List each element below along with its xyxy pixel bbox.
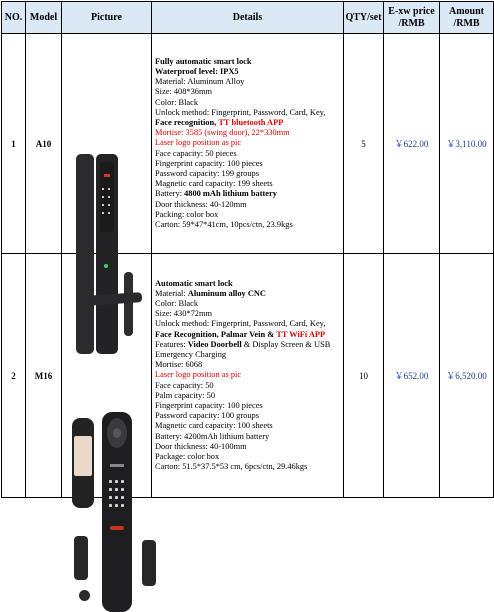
table-row — [2, 34, 494, 254]
product-details: Automatic smart lock Material: Aluminum alloy CNC Color: Black Size: 430*72mm Unlock method: Fingerprint, Password, Card, Key, Face Recognition, Palmar Vein & TT WiFi APP Features: Video Doorbell & Display Screen & USB Emergency Charging Mortise: 6068 Laser logo position as pic Face capacity: 50 Palm capacity: 50 Fingerprint capacity: 100 pieces Password capacity: 100 groups Magnetic card capacity: 100 sheets Battery: 4200mAh lithium battery Door thickness: 40-100mm Package: color box Carton: 51.5*37.5*53 cm, 6pcs/ctn, 29.46kgs — [152, 254, 344, 498]
product-picture — [62, 34, 152, 254]
row-model: M16 — [26, 254, 62, 498]
row-qty: 5 — [344, 34, 384, 254]
row-no: 1 — [2, 34, 26, 254]
header-price: E-xw price /RMB — [384, 2, 440, 34]
header-picture: Picture — [62, 2, 152, 34]
quotation-table — [1, 1, 494, 498]
product-picture — [62, 254, 152, 498]
header-amount: Amount /RMB — [440, 2, 494, 34]
table-row — [2, 254, 494, 498]
row-model: A10 — [26, 34, 62, 254]
header-row — [2, 2, 494, 34]
row-no: 2 — [2, 254, 26, 498]
header-details: Details — [152, 2, 344, 34]
row-amount: ￥6,520.00 — [440, 254, 494, 498]
product-details: Fully automatic smart lock Waterproof level: IPX5 Material: Aluminum Alloy Size: 408*36mm Color: Black Unlock method: Fingerprint, Password, Card, Key, Face recognition, TT bluetooth APP Mortise: 3585 (swing door), 22*330mm Laser logo position as pic Face capacity: 50 pieces Fingerprint capacity: 100 pieces Password capacity: 199 groups Magnetic card capacity: 199 sheets Battery: 4800 mAh lithium battery Door thickness: 40-120mm Packing: color box Carton: 59*47*41cm, 10pcs/ctn, 23.9kgs — [152, 34, 344, 254]
row-qty: 10 — [344, 254, 384, 498]
row-price: ￥622.00 — [384, 34, 440, 254]
header-model: Model — [26, 2, 62, 34]
header-qty: QTY/set — [344, 2, 384, 34]
row-price: ￥652.00 — [384, 254, 440, 498]
row-amount: ￥3,110.00 — [440, 34, 494, 254]
header-no: NO. — [2, 2, 26, 34]
